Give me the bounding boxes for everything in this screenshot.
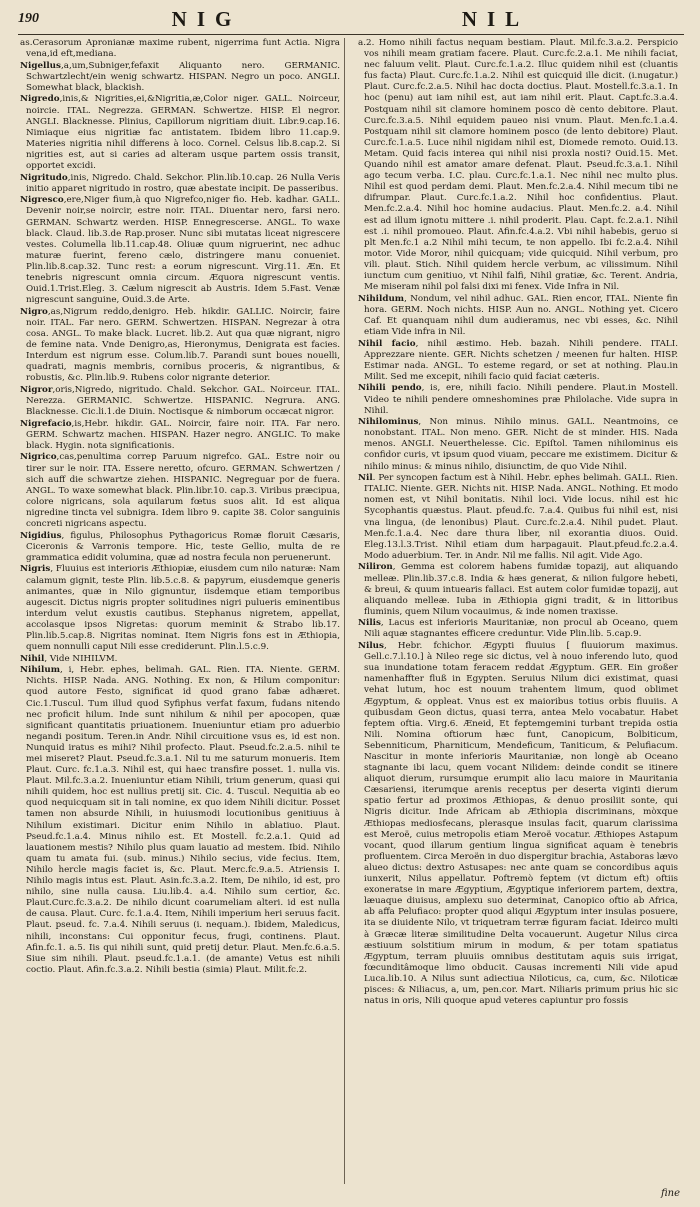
entry-headword: Nigresco <box>20 195 64 206</box>
dictionary-entry <box>20 173 340 195</box>
entry-text: ,inis,& Nigrities,ei,&Nigritia,æ,Color niger. GALL. Noirceur, noircie. ITAL. Negrezza. GERMAN. Schwertze. HISP. El negror. ANGLI. Blacknesse. Plinius, Capillorum nigritiam diuit. Libr.9.cap.16. Nimiaque eius nigritiæ fac antistatem. Ibidem libro 11.cap.9. Materies nigritia nihil differens à loco. Cornel. Celsus lib.8.cap.2. Si nigrities est, aut si caries ad alteram usque partem ossis transit, opportet excidi. <box>26 94 340 172</box>
entry-text: ,cas,penultima correp Paruum nigrefco. GAL. Estre noir ou tirer sur le noir. ITA. Essere neretto, ofcuro. GERMAN. Schwertzen / sich auff die schwartze ziehen. HISPANIC. Negreguar por de fuera. ANGL. To waxe somewhat black. Plin.libr.10. cap.3. Viribus præcipua, colore nigricans, sola aquilarum fœtus suos alit. Id est aliqua nigredine tincta vel subnigra. Idem libro 9. capite 38. Color sanguinis concreti nigricans aspectu. <box>26 452 340 530</box>
entry-text: , nihil æstimo. Heb. bazah. Nihili pendere. ITALI. Apprezzare niente. GER. Nichts schetzen / meenen fur halten. HISP. Estimar nada. ANGL. To esteme regard, or set at nothing. Plau.in Milit. Sed me excepit, nihili facio quid faciat cæteris. <box>364 338 678 382</box>
catchword: fine <box>660 1188 680 1199</box>
dictionary-entry <box>358 294 678 338</box>
entry-text: , Vide NIHILVM. <box>44 653 118 664</box>
entry-text: ,as,Nigrum reddo,denigro. Heb. hikdir. GALLIC. Noircir, faire noir. ITAL. Far nero. GERM. Schwertzen. HISPAN. Negrezar à otra cosa. ANGL. To make black. Lucret. lib.2. Aut qua quæ nigrant, nigro de femine nata. Vnde Denigro,as, Hieronymus, Denigrata est facies. Interdum est nigrum esse. Colum.lib.7. Parandi sunt boues nouelli, quadrati, magnis membris, cornibus proceris, & nigrantibus, & robustis, &c. Plin.lib.9. Rubens color nigrante deterior. <box>26 306 340 384</box>
entry-headword: Nigidius <box>20 530 62 541</box>
entry-headword: Nil <box>358 473 373 484</box>
entry-text: ,inis, Nigredo. Chald. Sekchor. Plin.lib.10.cap. 26 Nulla Veris initio apparet nigritudo in rostro, quæ abestate incipit. De passeribus. <box>26 172 340 194</box>
entry-headword: Nigritudo <box>20 172 68 183</box>
entry-text: , is, ere, nihili facio. Nihili pendere. Plaut.in Mostell. Video te nihili pendere omneshomines præ Philolache. Vide supra in Nihil. <box>364 383 678 416</box>
entry-headword: Nilus <box>358 641 384 652</box>
entry-text: ,ere,Niger fium,à quo Nigrefco,niger fio. Heb. kadhar. GALL. Devenir noir,se noircir, estre noir. ITAL. Diuentar nero, farsi nero. GERMAN. Schwartz werden. HISP. Ennegrescerse. ANGL. To waxe black. Claud. lib.3.de Rap.proser. Nunc sibi mutatas liceat nigrescere vestes. Columella lib.11.cap.48. Oliuæ quum nigruerint, nec adhuc maturæ fuerint, fereno cælo, distringere manu conueniet. Plin.lib.8.cap.32. Tunc rest: a eorum nigrescunt. Virg.11. Æn. Et tenebris nigrescunt omnia circum. Æquora nigrescunt ventis. Ouid.1.Trist.Eleg. 3. Cælum nigrescit ab Austris. Idem 5.Fast. Venæ nigrescunt sanguine, Ouid.3.de Arte. <box>26 195 340 306</box>
dictionary-entry <box>358 383 678 416</box>
dictionary-entry <box>358 641 678 1007</box>
entry-text: a.2. Homo nihili factus nequam bestiam. Plaut. Mil.fc.3.a.2. Perspicio vos nihili meam gratiam facere. Plaut. Curc.fc.2.a.1. Me nihili faciat, nec faluum velit. Plaut. Curc.fc.1.a.2. Illuc quidem nihil est (cluantis fus facta) Plaut. Curc.fc.1.a.2. Nihil est quicquid ille dicit. (i.nugatur.) Plaut. Curc.fc.2.a.5. Nihil hac docta doctius. Plaut. Mostell.fc.3.a.1. In hoc (penu) aut iam nihil est, aut iam nihil erit. Plaut. Capt.fc.3.a.4. Postquam nihil sit clamore hominem posco dè cento debitore. Plaut. Curc.fc.3.a.5. Nihil equidem paueo nisi vnum. Plaut. Men.fc.1.a.4. Postquam nihil sit clamore hominem posco (de lento debitore) Plaut. Curc.fc.1.a.5. Luce nihil nigidam nihil est, Diomede remoto. Ouid.13. Metam. Quid facis interea qui nihil nisi proxla nosti? Ouid.15. Met. Quando nihil est amator amare defenat. Plaut. Pseud.fc.3.a.1. Nihil ago tecum verba. I.C. plau. Curc.fc.1.a.1. Nec nihil nec multo plus. Nihil est quod perdam demi. Plaut. Men.fc.2.a.4. Nihil mecum tibi ne difrumpar. Plaut. Curc.fc.1.a.2. Nihil hoc confidentius. Plaut. Men.fc.2.a.4. Nihil hoc homine audacius. Plaut. Men.fc.2. a.4. Nihil est ad illum ignotu mittere .i. nihil proderit. Plau. Capt. fc.2.a.1. Nihil est .i. nihil promoueo. Plaut. Afin.fc.4.a.2. Vbi nihil habebis, geruo si plt Men.fc.1 a.2 Nihil mihi tecum, te non appello. Ibi fc.2.a.4. Nihil motor. Vide Moror, nihil quicquam; vide quicquid. Nihil verbum, pro vili. plaut. Stich. Nihil quidem hercle verbum, ac vilissimum. Nihil iunctum cum genitiuo, vt Nihil falfi, Nihil gratiæ, &c. Terent. Andria, Me miseram nihil pol falsi dixi mi fenex. Vide Infra in Nil. <box>358 38 678 293</box>
entry-text: , i, Hebr. ephes, belimah. GAL. Rien. ITA. Niente. GERM. Nichts. HISP. Nada. ANG. Nothing. Ex non, & Hilum componitur: quod autore Festo, significat id quod grano fabæ adhæret. Cic.1.Tuscul. Tum illud quod Syfiphus verfat faxum, fudans nitendo nec proficit hilum. Inde sunt nihilum & nihil per apocopen, quæ significant quantitatis priuationem. Inueniuntur etiam pro aduerbio negandi positum. Teren.in Andr. Nihil circuitione vsus es, id est non. Nunquid iratus es mihi? Nihil profecto. Plaut. Pseud.fc.2.a.5. nihil te mei miseret? Plaut. Pseud.fc.3.a.1. Nil tu me saturum monueris. Item Plaut. Curc. fc.1.a.3. Nihil est, qui haec transfire posset. 1. nulla vis. Plaut. Mil.fc.3.a.2. Inueniuntur etiam Nihili, trium generum, quasi qui nihili quidem, hoc est nullius pretij sit. Cic. 4. Tuscul. Nequitia ab eo quod nequicquam sit in tali nomine, ex quo idem Nihili dicitur. Posset tamen non absurde Nihili, in huiusmodi locutionibus genitiuus à Nihilum existimari. Dicitur enim Nihilo in ablatiuo. Plaut. Pseud.fc.1.a.4. Minus nihilo est. Et Mostell. fc.2.a.1. Quid ad lauationem mestis? Nihilo plus quam lauatio ad mestem. Ibid. Nihilo quam tu amata fui. (sub. minus.) Nihilo secius, vide fecius. Item, Nihilo hercle magis faciet is, &c. Plaut. Merc.fc.9.a.5. Atriensis I. Nihilo magis intus est. Plaut. Asin.fc.3.a.2. Item, De nihilo, id est, pro nihilo, sine nulla causa. Liu.lib.4. a.4. Nihilo sum certior, &c. Plaut.Curc.fc.3.a.2. De nihilo dicunt coarumeliam alteri. id est nulla de causa. Plaut. Curc. fc.1.a.4. Item, Nihili imperium heri seruus facit. Plaut. pseud. fc. 7.a.4. Nihili seruus (i. nequam.). Ibidem, Maledicus, nihili, inconstans: Cui opponitur fecus, frugi, continens. Plaut. Afin.fc.1. a.5. Iis qui nihili sunt, quid pretij detur. Plaut. Men.fc.6.a.5. Siue sim nihili. Plaut. pseud.fc.1.a.1. (de amante) Vetus est nihili coctio. Plaut. Afin.fc.3.a.2. Nihili bestia (simia) Plaut. Milit.fc.2. <box>26 665 340 975</box>
entry-text: , Lacus est inferioris Mauritaniæ, non procul ab Oceano, quem Nili aquæ stagnantes efficere creduntur. Vide Plin.lib. 5.cap.9. <box>364 618 678 640</box>
entry-text: , Fluuius est interioris Æthiopiæ, eiusdem cum nilo naturæ: Nam calamum gignit, teste Plin. lib.5.c.8. & papyrum, eiusdemque generis animantes, quæ in Nilo gignuntur, iisdemque etiam temporibus augescit. Dictus nigris propter solitudines nigri pulueris eminentibus interdum velut exustis cautibus. Stephanus nigretem, appellat, accolasque ipsos Nigretas: quorum meminit & Strabo lib.17. Plin.lib.5.cap.8. Nigritas nominat. Item Nigris fons est in Æthiopia, quem nonnulli caput Nili esse crediderunt. Plin.l.5.c.9. <box>26 564 340 653</box>
dictionary-entry <box>20 419 340 452</box>
header-rule <box>18 34 684 35</box>
entry-text: as.Cerasorum Apronianæ maxime rubent, nigerrima funt Actia. Nigra vena,id eft,mediana. <box>20 38 340 60</box>
entry-headword: Nihilum <box>20 665 60 676</box>
entry-headword: Nigris <box>20 564 51 575</box>
entry-headword: Nihil <box>20 653 45 664</box>
dictionary-entry <box>358 562 678 617</box>
entry-text: . Per syncopen factum est à Nihil. Hebr. ephes belimah. GALL. Rien. ITALIC. Niente. GER. Nichts nit. HISP. Nada. ANGL. Nothing. Et modo nomen est, vt Nihil bonitatis. Nihil loci. Vide locus. nihil est hic Sycophantis quæstus. Plaut. pfeud.fc. 7.a.4. Quibus fui nihil est, nisi vna lingua, (de lenonibus) Plaut. Curc.fc.2.a.4. Nihil pudet. Plaut. Men.fc.1.a.4. Nec dare thura liber, nil exorantia diuos. Ouid. Eleg.13.l.3.Trist. Nihil etiam dum harpagauit. Plaut.pfeud.fc.2.a.4. Modo aduerbium. Ter. in Andr. Nil me fallis. Nil agit. Vide Ago. <box>364 473 678 561</box>
entry-text: ,a,um,Subniger,fefaxit Aliquanto nero. GERMANIC. Schwartzlecht/ein wenig schwartz. HISPAN. Negro un poco. ANGLI. Somewhat black, blackish. <box>26 60 340 93</box>
page-number: 190 <box>18 11 39 26</box>
right-column <box>358 38 678 1184</box>
running-head-left: NIG <box>171 6 242 31</box>
entry-headword: Nigrico <box>20 452 57 463</box>
dictionary-entry <box>20 94 340 172</box>
entry-text: , Non minus. Nihilo minus. GALL. Neantmoins, ce nonobstant. ITAL. Non meno. GER. Nicht de st minder. HIS. Nada menos. ANGLI. Neuerthelesse. Cic. Epiſtol. Tamen nihilominus eis confidor curis, vt ipsum quod viuam, peccare me existimem. Dicitur & nihilo minus: & minus nihilo, disiunctim, de quo Vide Nihil. <box>364 417 678 472</box>
dictionary-entry <box>20 665 340 976</box>
dictionary-entry <box>20 385 340 418</box>
dictionary-entry <box>358 339 678 383</box>
left-column <box>20 38 340 1184</box>
entry-headword: Nigredo <box>20 94 60 105</box>
entry-headword: Nihilominus <box>358 417 419 428</box>
entry-headword: Nilis <box>358 618 381 629</box>
entry-text: ,is,Hebr. hikdir. GAL. Noircir, faire noir. ITA. Far nero. GERM. Schwartz machen. HISPAN. Hazer negro. ANGLIC. To make black. Hygin. nota significationis. <box>26 418 340 451</box>
entry-headword: Nihili pendo <box>358 383 422 394</box>
entry-text: , Hebr. fchichor. Ægypti fluuius [ fluuiorum maximus. Gell.c.7.l.10.] à Nileo rege sic dictus, vel à nouo inferendo luto, quod sua inundatione totam feracem reddat Ægyptum. GER. Ein großer namenhaffter fluß in Egypten. Seruius Nilum dici existimat, quasi vehat lutum, hoc est nouum trahentem limum, quod oblimet Ægyptum, & oppleat. Vnus est ex maioribus totius orbis fluuiis. A quibusdam Geon dictus, quasi terra, antea Melo vocabatur. Habet feptem oftia. Virg.6. Æneid, Et feptemgemini turbant trepida ostia Nili. Nomina oftiorum hæc funt, Canopicum, Bolbiticum, Sebenniticum, Pharniticum, Mendeficum, Taniticum, & Pelufiacum. Nascitur in monte inferioris Mauritaniæ, non longè ab Oceano stagnante ibi lacu, quem vocant Nilidem: deinde condit se itinere aliquot dierum, rursumque erumpit alio lacu maiore in Mauritania Cæsariensi, iterumque arenis receptus per deserta viginti dierum spatio fertur ad proximos Æthiopas, & denuo prosiliit sonte, qui Nigris dicitur. Inde Africam ab Æthiopia discriminans, mòxque Æthiopas mediosfecans, plerasque insulas facit, quarum clarissima est Meroë, cuius metropolis etiam Meroë vocatur. Æthiopes Astapum vocant, quod illarum gentium lingua significat aquam è tenebris profluentem. Circa Meroën in duo dispergitur brachia, Astaboras lævo alueo dictus: dextro Astusapes: nec ante quam se concordibus aquis iunxerit, Nilus appellatur. Poftremò feptem (vt dictum eft) oftiis exoneratse in mare Ægyptium, Ægyptique inferiorem partem, dextra, læuaque diuisus, amplexu suo determinat, Canopico oftio ab Africa, ab affa Pelufiaco: propter quod aliqui Ægyptum inter insulas posuere, ita se diuidente Nilo, vt triquetram terræ figuram faciat. Ideirco multi à Græcæ literæ similitudine Delta vocauerunt. Augetur Nilus circa æstiuum solstitium mirum in modum, & per totam spatiatus Ægyptum, terram pluuiis omnibus destitutam aquis suis irrigat, fœcunditâmoque limo obducit. Causas incrementi Nili vide apud Luca.lib.10. A Nilus sunt adiectiua Niloticus, ca, cum, &c. Niloticæ pisces: & Niliacus, a, um, pen.cor. Mart. Niliaris primum prius hic sic natus in oris, Nili quoque apud veteres capiuntur pro fossis <box>364 641 678 1007</box>
page-header <box>18 6 684 32</box>
dictionary-entry <box>20 38 340 60</box>
entry-headword: Nigrefacio <box>20 418 72 429</box>
dictionary-entry <box>358 417 678 472</box>
entry-headword: Nigellus <box>20 60 61 71</box>
dictionary-entry <box>358 618 678 640</box>
dictionary-entry <box>20 61 340 94</box>
dictionary-entry <box>20 654 340 665</box>
entry-headword: Nihildum <box>358 293 405 304</box>
dictionary-entry <box>358 38 678 293</box>
entry-headword: Nihil facio <box>358 338 416 349</box>
running-head-right: NIL <box>461 6 530 31</box>
entry-text: , Nondum, vel nihil adhuc. GAL. Rien encor, ITAL. Niente fin hora. GERM. Noch nichts. HISP. Aun no. ANGL. Nothing yet. Cicero Caf. Et quanquam nihil dum audieramus, nec vbi esses, &c. Nihil etiam Vide infra in Nil. <box>364 293 678 337</box>
entry-headword: Niliron <box>358 562 393 573</box>
entry-text: , figulus, Philosophus Pythagoricus Romæ floruit Cæsaris, Ciceronis & Varronis tempore. Hic, teste Gellio, multa de re grammatica edidit volumina, quæ ad nostra fecula non peruenerunt. <box>26 530 340 563</box>
dictionary-entry <box>20 531 340 564</box>
dictionary-entry <box>20 307 340 385</box>
column-divider <box>344 38 345 1184</box>
entry-headword: Nigror <box>20 384 53 395</box>
entry-text: , Gemma est colorem habens fumidæ topazij, aut aliquando melleæ. Plin.lib.37.c.8. India & hæs generat, & nilion fulgore hebeti, & breui, & quum intuearis fallaci. Est autem color fumidæ topazij, aut aliquando melleæ. Iuba in Æthiopia gigni tradit, & in littoribus fluminis, quem Nilum vocauimus, & inde nomen traxisse. <box>364 562 678 617</box>
dictionary-entry <box>20 195 340 306</box>
dictionary-entry <box>20 564 340 653</box>
dictionary-entry <box>20 452 340 530</box>
entry-headword: Nigro <box>20 306 48 317</box>
dictionary-entry <box>358 473 678 562</box>
entry-text: ,oris,Nigredo, nigritudo. Chald. Sekchor. GAL. Noirceur. ITAL. Nerezza. GERMANIC. Schwertze. HISPANIC. Negrura. ANG. Blacknesse. Cic.li.1.de Diuin. Noctisque & nimborum occæcat nigror. <box>26 384 340 418</box>
